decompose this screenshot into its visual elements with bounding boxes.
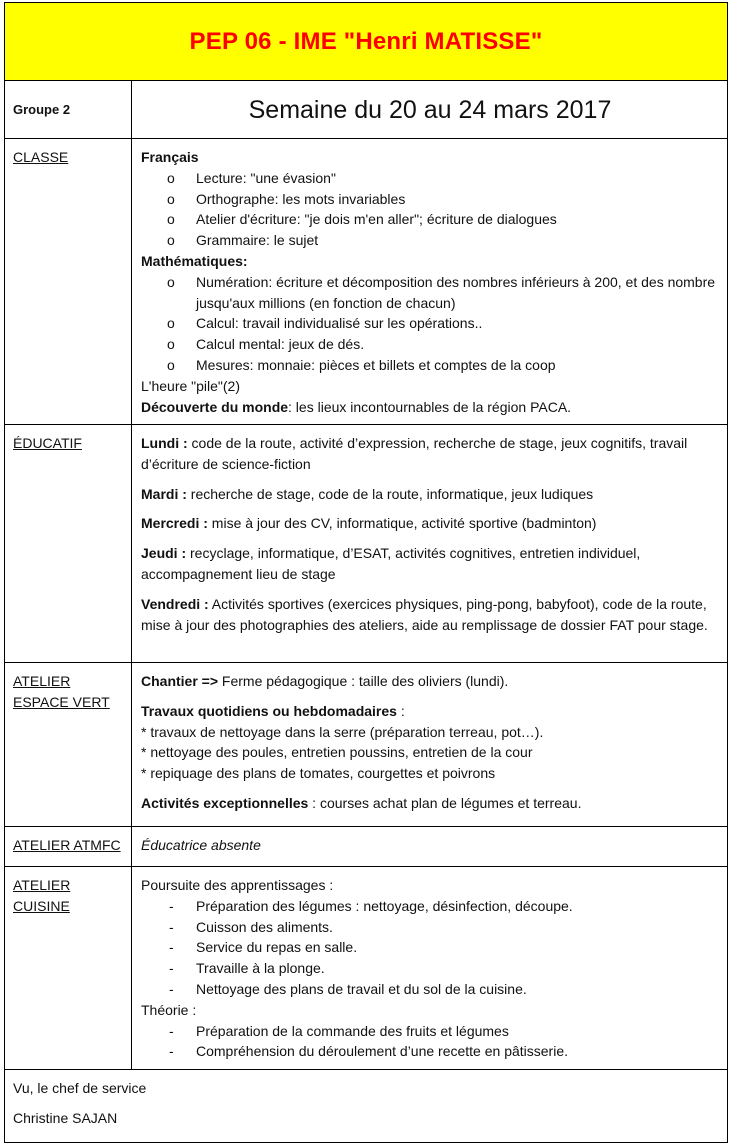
list-item: o Atelier d'écriture: "je dois m'en aller"; écriture de dialogues xyxy=(167,211,557,228)
day-entry-lundi: Lundi : code de la route, activité d’expression, recherche de stage, jeux cognitifs, travail d’écriture de science-fiction xyxy=(141,435,688,472)
section-label-classe: CLASSE xyxy=(13,149,69,165)
day-entry-mercredi: Mercredi : mise à jour des CV, informatique, activité sportive (badminton) xyxy=(141,515,597,532)
list-item: * travaux de nettoyage dans la serre (préparation terreau, pot…). xyxy=(141,723,544,740)
cuisine-section xyxy=(5,867,727,1070)
atmfc-text: Éducatrice absente xyxy=(141,837,261,853)
theorie-heading: Théorie : xyxy=(141,1001,197,1018)
list-item: - Cuisson des aliments. xyxy=(169,918,333,935)
footer-approval: Vu, le chef de service xyxy=(13,1080,147,1096)
list-item: - Compréhension du déroulement d’une recette en pâtisserie. xyxy=(169,1043,569,1060)
list-item: * repiquage des plans de tomates, courgettes et poivrons xyxy=(141,765,496,782)
group-label: Groupe 2 xyxy=(5,81,132,138)
list-item: - Service du repas en salle. xyxy=(169,939,358,956)
section-label-espace-vert-1: ATELIER xyxy=(13,673,71,689)
list-item: - Travaille à la plonge. xyxy=(169,960,325,977)
list-item: o Calcul: travail individualisé sur les opérations.. xyxy=(167,315,483,332)
list-item: o Numération: écriture et décomposition des nombres inférieurs à 200, et des nombre jusqu'aux millions (en fonction de chacun) xyxy=(167,273,716,311)
educatif-content xyxy=(133,425,727,662)
maths-list xyxy=(141,272,719,376)
page-title: PEP 06 - IME "Henri MATISSE" xyxy=(189,27,543,55)
travaux-block: Travaux quotidiens ou hebdomadaires : * travaux de nettoyage dans la serre (préparation terreau, pot…). * nettoyage des poules, entretien poussins, entretien de la cour * repiquage des plans de tomates, courgettes et poivrons xyxy=(141,701,719,784)
signature-footer xyxy=(5,1070,727,1144)
week-label: Semaine du 20 au 24 mars 2017 xyxy=(248,96,612,125)
list-item: - Préparation de la commande des fruits et légumes xyxy=(169,1022,509,1039)
cuisine-list xyxy=(141,896,719,1000)
day-entry-vendredi: Vendredi : Activités sportives (exercices physiques, ping-pong, babyfoot), code de la route, mise à jour des photographies des ateliers, aide au remplissage de dossier FAT pour stage. xyxy=(141,595,708,633)
espace-vert-content xyxy=(133,663,727,826)
section-label-cuisine-2: CUISINE xyxy=(13,897,70,914)
chantier-line: Chantier => Ferme pédagogique : taille des oliviers (lundi). xyxy=(141,673,509,689)
classe-content xyxy=(133,139,727,424)
weekly-schedule-sheet xyxy=(4,2,728,1143)
group-week-row xyxy=(5,81,727,139)
list-item: * nettoyage des poules, entretien poussins, entretien de la cour xyxy=(141,744,533,761)
cuisine-content xyxy=(133,867,727,1069)
section-label-cuisine-1: ATELIER xyxy=(13,877,71,893)
theorie-list xyxy=(141,1021,719,1063)
francais-heading: Français xyxy=(141,149,199,165)
espace-vert-section xyxy=(5,663,727,827)
educatif-section xyxy=(5,425,727,663)
list-item: o Lecture: "une évasion" xyxy=(167,169,336,186)
section-label-atmfc: ATELIER ATMFC xyxy=(13,837,121,853)
list-item: o Calcul mental: jeux de dés. xyxy=(167,336,365,353)
decouverte-line: Découverte du monde: les lieux incontournables de la région PACA. xyxy=(141,398,572,415)
section-label-educatif: ÉDUCATIF xyxy=(13,435,82,451)
classe-section xyxy=(5,139,727,425)
list-item: o Orthographe: les mots invariables xyxy=(167,190,406,207)
cuisine-intro: Poursuite des apprentissages : xyxy=(141,877,334,893)
list-item: - Nettoyage des plans de travail et du sol de la cuisine. xyxy=(169,980,527,997)
heure-line: L'heure "pile"(2) xyxy=(141,377,240,394)
maths-heading: Mathématiques: xyxy=(141,252,248,269)
list-item: - Préparation des légumes : nettoyage, désinfection, découpe. xyxy=(169,897,573,914)
day-entry-jeudi: Jeudi : recyclage, informatique, d’ESAT, activités cognitives, entretien individuel, accompagnement lieu de stage xyxy=(141,545,641,582)
day-entry-mardi: Mardi : recherche de stage, code de la route, informatique, jeux ludiques xyxy=(141,485,594,502)
footer-signatory: Christine SAJAN xyxy=(13,1109,118,1126)
atmfc-section xyxy=(5,827,727,867)
list-item: o Grammaire: le sujet xyxy=(167,232,319,249)
francais-list xyxy=(141,168,719,251)
list-item: o Mesures: monnaie: pièces et billets et comptes de la coop xyxy=(167,356,556,373)
exceptionnelles-line: Activités exceptionnelles : courses achat plan de légumes et terreau. xyxy=(141,794,582,811)
title-banner xyxy=(5,3,727,81)
section-label-espace-vert-2: ESPACE VERT xyxy=(13,693,110,710)
